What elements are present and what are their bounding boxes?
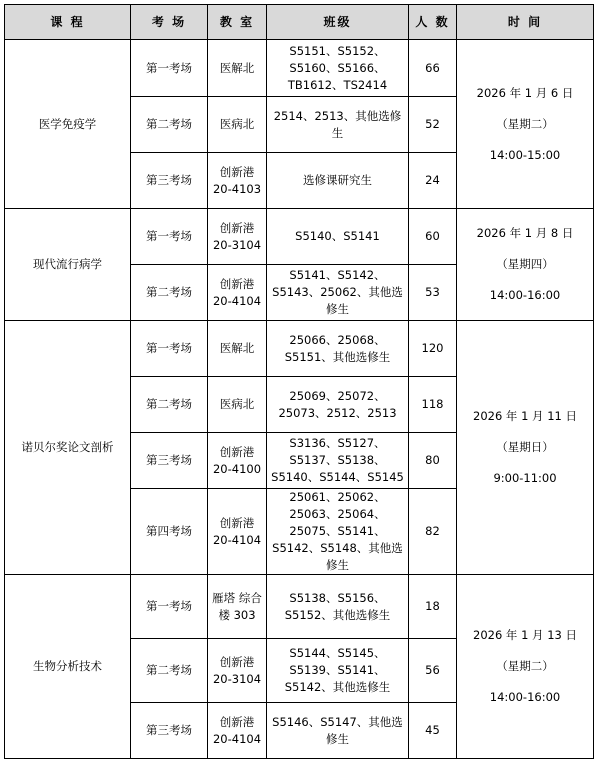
room-cell: 第一考场 bbox=[131, 209, 208, 265]
count-cell: 82 bbox=[409, 489, 457, 575]
classroom-cell: 创新港 20-4104 bbox=[208, 489, 267, 575]
classes-cell: S5146、S5147、其他选修生 bbox=[267, 703, 409, 759]
classroom-cell: 创新港 20-3104 bbox=[208, 639, 267, 703]
classroom-cell: 雁塔 综合楼 303 bbox=[208, 575, 267, 639]
classroom-cell: 医病北 bbox=[208, 377, 267, 433]
table-header bbox=[5, 5, 594, 40]
classes-cell: S5144、S5145、S5139、S5141、S5142、其他选修生 bbox=[267, 639, 409, 703]
time-cell bbox=[457, 209, 594, 321]
classes-cell: 25066、25068、S5151、其他选修生 bbox=[267, 321, 409, 377]
classroom-cell: 创新港 20-4100 bbox=[208, 433, 267, 489]
room-cell: 第一考场 bbox=[131, 321, 208, 377]
exam-hours: 14:00-15:00 bbox=[489, 147, 561, 162]
classes-cell: S5141、S5142、S5143、25062、其他选修生 bbox=[267, 265, 409, 321]
exam-weekday: （星期四） bbox=[496, 257, 554, 271]
classes-cell: S5151、S5152、S5160、S5166、TB1612、TS2414 bbox=[267, 40, 409, 97]
count-cell: 52 bbox=[409, 97, 457, 153]
course-name-cell: 生物分析技术 bbox=[5, 575, 131, 759]
classroom-cell: 医解北 bbox=[208, 321, 267, 377]
header-count: 人 数 bbox=[409, 5, 457, 40]
count-cell: 120 bbox=[409, 321, 457, 377]
exam-date: 2026 年 1 月 6 日 bbox=[476, 85, 574, 100]
exam-weekday: （星期二） bbox=[496, 116, 554, 131]
classroom-cell: 创新港 20-3104 bbox=[208, 209, 267, 265]
time-cell bbox=[457, 575, 594, 759]
time-cell bbox=[457, 40, 594, 209]
room-cell: 第三考场 bbox=[131, 433, 208, 489]
classes-cell: S5140、S5141 bbox=[267, 209, 409, 265]
room-cell: 第一考场 bbox=[131, 40, 208, 97]
count-cell: 118 bbox=[409, 377, 457, 433]
count-cell: 53 bbox=[409, 265, 457, 321]
classroom-cell: 医解北 bbox=[208, 40, 267, 97]
classroom-cell: 创新港 20-4103 bbox=[208, 153, 267, 209]
classes-cell: S3136、S5127、S5137、S5138、S5140、S5144、S5145 bbox=[267, 433, 409, 489]
exam-weekday: （星期日） bbox=[496, 440, 554, 454]
count-cell: 56 bbox=[409, 639, 457, 703]
room-cell: 第二考场 bbox=[131, 265, 208, 321]
classes-cell: S5138、S5156、S5152、其他选修生 bbox=[267, 575, 409, 639]
classes-cell: 选修课研究生 bbox=[267, 153, 409, 209]
header-row bbox=[5, 5, 594, 40]
header-course: 课 程 bbox=[5, 5, 131, 40]
classes-cell: 25069、25072、25073、2512、2513 bbox=[267, 377, 409, 433]
exam-schedule-table bbox=[4, 4, 594, 759]
table-body bbox=[5, 40, 594, 759]
header-time: 时 间 bbox=[457, 5, 594, 40]
course-name-cell: 医学免疫学 bbox=[5, 40, 131, 209]
exam-weekday: （星期二） bbox=[496, 659, 554, 673]
count-cell: 45 bbox=[409, 703, 457, 759]
room-cell: 第二考场 bbox=[131, 639, 208, 703]
exam-hours: 14:00-16:00 bbox=[489, 288, 561, 302]
table-row bbox=[5, 575, 594, 639]
course-name-cell: 现代流行病学 bbox=[5, 209, 131, 321]
room-cell: 第一考场 bbox=[131, 575, 208, 639]
room-cell: 第四考场 bbox=[131, 489, 208, 575]
header-classes: 班级 bbox=[267, 5, 409, 40]
classes-cell: 2514、2513、其他选修生 bbox=[267, 97, 409, 153]
exam-date: 2026 年 1 月 13 日 bbox=[473, 628, 577, 642]
classroom-cell: 创新港 20-4104 bbox=[208, 703, 267, 759]
table-row bbox=[5, 40, 594, 97]
exam-hours: 9:00-11:00 bbox=[493, 471, 557, 485]
count-cell: 60 bbox=[409, 209, 457, 265]
header-classroom: 教 室 bbox=[208, 5, 267, 40]
classes-cell: 25061、25062、25063、25064、25075、S5141、S5142、S5148、其他选修生 bbox=[267, 489, 409, 575]
classroom-cell: 医病北 bbox=[208, 97, 267, 153]
table-row bbox=[5, 209, 594, 265]
room-cell: 第三考场 bbox=[131, 703, 208, 759]
header-room: 考 场 bbox=[131, 5, 208, 40]
exam-hours: 14:00-16:00 bbox=[489, 690, 561, 704]
course-name-cell: 诺贝尔奖论文剖析 bbox=[5, 321, 131, 575]
count-cell: 18 bbox=[409, 575, 457, 639]
exam-date: 2026 年 1 月 8 日 bbox=[476, 226, 574, 240]
room-cell: 第二考场 bbox=[131, 97, 208, 153]
count-cell: 66 bbox=[409, 40, 457, 97]
room-cell: 第三考场 bbox=[131, 153, 208, 209]
room-cell: 第二考场 bbox=[131, 377, 208, 433]
count-cell: 80 bbox=[409, 433, 457, 489]
time-cell bbox=[457, 321, 594, 575]
table-row bbox=[5, 321, 594, 377]
exam-date: 2026 年 1 月 11 日 bbox=[473, 409, 577, 423]
classroom-cell: 创新港 20-4104 bbox=[208, 265, 267, 321]
count-cell: 24 bbox=[409, 153, 457, 209]
